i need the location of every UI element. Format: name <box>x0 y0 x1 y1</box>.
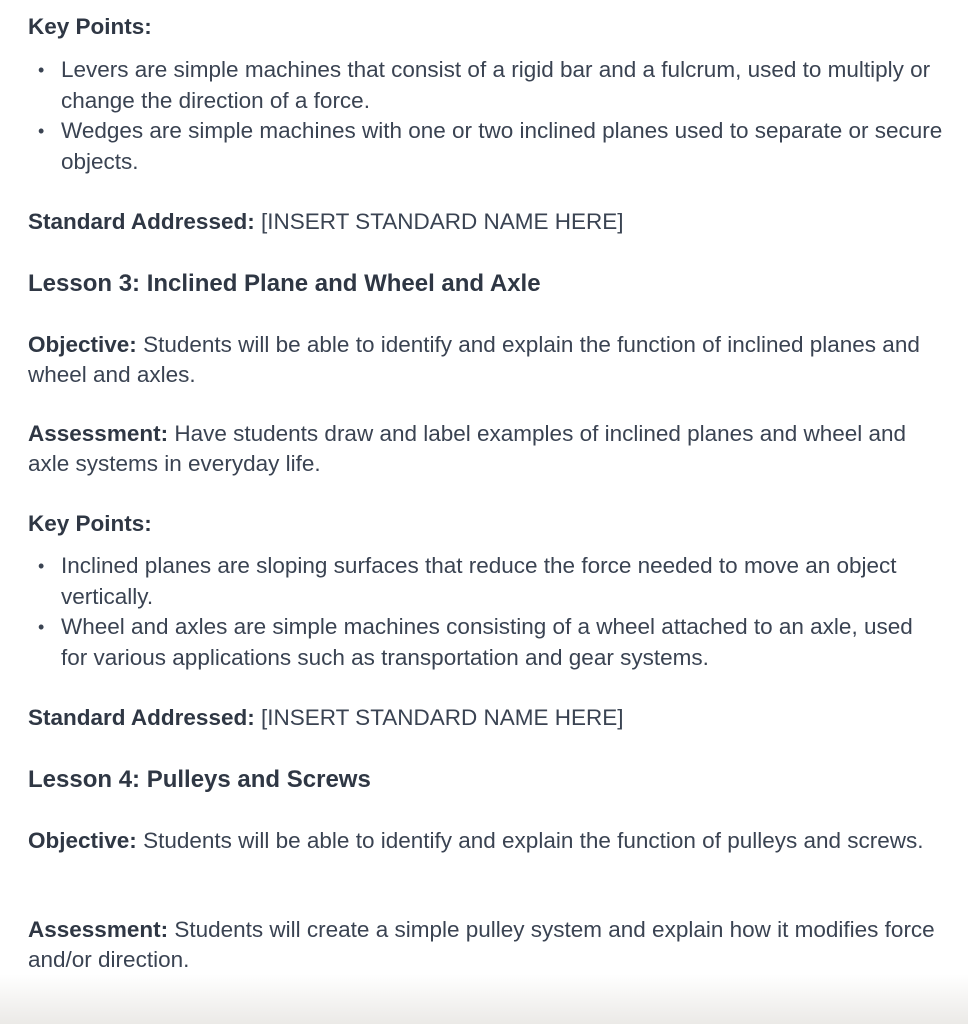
assessment-text: Students will create a simple pulley system and explain how it modifies force and/or direction. <box>28 917 935 972</box>
objective-text: Students will be able to identify and explain the function of pulleys and screws. <box>143 828 924 853</box>
bullet-icon: • <box>38 60 45 80</box>
lesson-4-assessment <box>28 915 943 975</box>
lesson-4-title: Lesson 4: Pulleys and Screws <box>28 766 371 793</box>
standard-addressed <box>28 703 943 733</box>
list-item: • Wedges are simple machines with one or two inclined planes used to separate or secure objects. <box>38 118 943 174</box>
assessment-text: Have students draw and label examples of inclined planes and wheel and axle systems in everyday life. <box>28 421 907 476</box>
bullet-icon: • <box>38 556 45 576</box>
bullet-icon: • <box>38 121 45 141</box>
standard-label: Standard Addressed: <box>28 705 255 730</box>
lesson-3-title: Lesson 3: Inclined Plane and Wheel and Axle <box>28 270 541 297</box>
key-points-list <box>28 55 943 177</box>
list-item: • Inclined planes are sloping surfaces that reduce the force needed to move an object vertically. <box>38 553 897 609</box>
standard-label: Standard Addressed: <box>28 209 255 234</box>
key-points-label: Key Points: <box>28 511 152 536</box>
objective-label: Objective: <box>28 332 137 357</box>
assessment-label: Assessment: <box>28 421 169 446</box>
objective-text: Students will be able to identify and explain the function of inclined planes and wheel and axles. <box>28 332 920 387</box>
lesson-4-objective <box>28 826 943 856</box>
key-points-heading <box>28 509 943 539</box>
lesson-3-objective <box>28 330 943 390</box>
key-points-label: Key Points: <box>28 14 152 39</box>
list-item: • Levers are simple machines that consist of a rigid bar and a fulcrum, used to multiply or change the direction of a force. <box>38 57 931 113</box>
key-points-list <box>28 551 943 673</box>
bottom-fade <box>0 974 968 1024</box>
standard-addressed <box>28 207 943 237</box>
assessment-label: Assessment: <box>28 917 169 942</box>
list-item: • Wheel and axles are simple machines consisting of a wheel attached to an axle, used for various applications such as transportation and gear systems. <box>38 614 913 670</box>
key-points-heading <box>28 12 943 42</box>
bullet-icon: • <box>38 617 45 637</box>
standard-value: [INSERT STANDARD NAME HERE] <box>260 209 624 234</box>
standard-value: [INSERT STANDARD NAME HERE] <box>260 705 624 730</box>
lesson-3-assessment <box>28 419 943 479</box>
objective-label: Objective: <box>28 828 137 853</box>
